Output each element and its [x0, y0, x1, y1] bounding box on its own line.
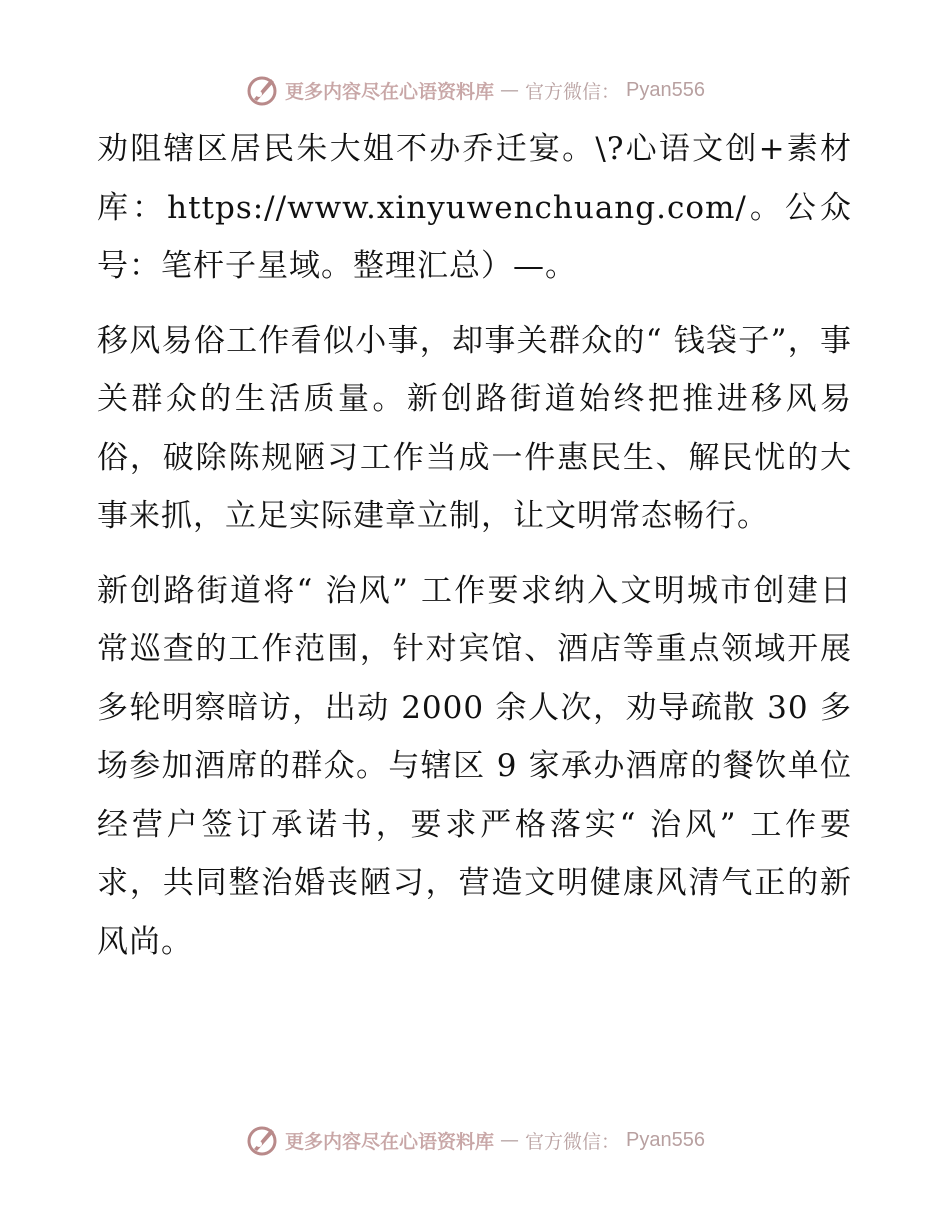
watermark-account-handle: Pyan556 — [626, 1128, 705, 1151]
quill-seal-icon — [245, 1123, 279, 1157]
watermark-separator: — — [500, 79, 520, 101]
header-watermark — [0, 70, 950, 110]
quill-seal-icon — [245, 73, 279, 107]
watermark-main-text: 更多内容尽在心语资料库 — [285, 1130, 495, 1153]
document-body — [97, 120, 852, 971]
watermark-main-text: 更多内容尽在心语资料库 — [285, 80, 495, 103]
watermark-separator: — — [500, 1129, 520, 1151]
paragraph-3: 新创路街道将“ 治风” 工作要求纳入文明城市创建日常巡查的工作范围，针对宾馆、酒店等重点领域开展多轮明察暗访，出动 2000 余人次，劝导疏散 30 多场参加酒席的群众。与辖区 9 家承办酒席的餐饮单位经营户签订承诺书，要求严格落实“ 治风” 工作要求，共同整治婚丧陋习，营造文明健康风清气正的新风尚。 — [97, 572, 852, 960]
watermark-account-label: 官方微信： — [525, 1130, 621, 1153]
watermark-account-label: 官方微信： — [525, 80, 621, 103]
watermark-account-handle: Pyan556 — [626, 78, 705, 101]
paragraph-2: 移风易俗工作看似小事，却事关群众的“ 钱袋子”，事关群众的生活质量。新创路街道始终把推进移风易俗，破除陈规陋习工作当成一件惠民生、解民忧的大事来抓，立足实际建章立制，让文明常态畅行。 — [97, 322, 852, 534]
paragraph-1: 劝阻辖区居民朱大姐不办乔迁宴。\?心语文创+素材库：https://www.xinyuwenchuang.com/。公众号：笔杆子星域。整理汇总）—。 — [97, 131, 852, 284]
footer-watermark — [0, 1120, 950, 1160]
